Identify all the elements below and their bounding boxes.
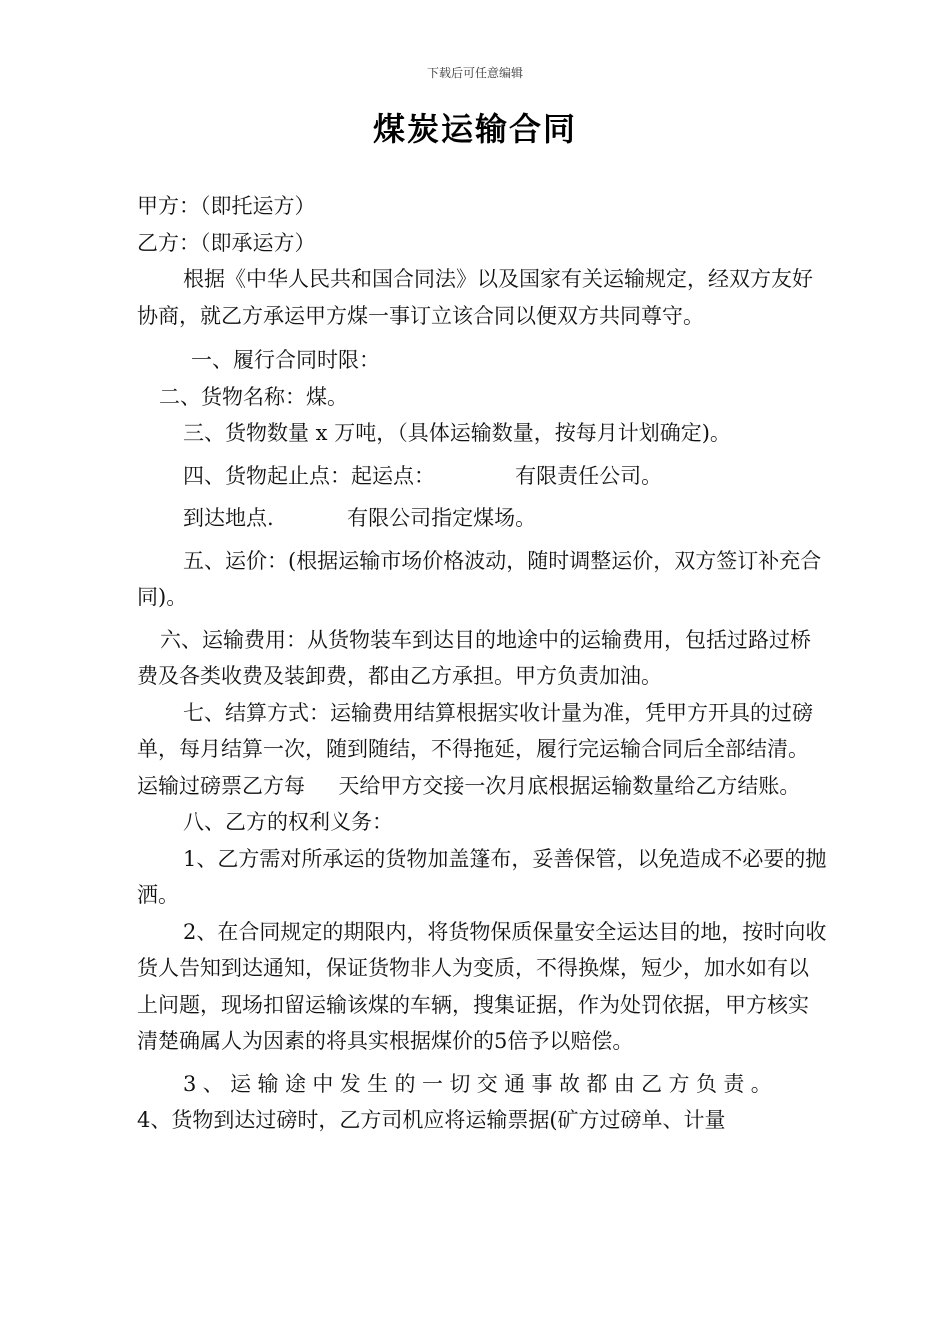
- header-note: 下载后可任意编辑: [426, 66, 523, 80]
- contract-body: [137, 188, 827, 1139]
- clause-2: 二、货物名称：煤。: [159, 384, 348, 409]
- preamble-paragraph: 根据《中华人民共和国合同法》以及国家有关运输规定，经双方友好协商，就乙方承运甲方煤一事订立该合同以便双方共同尊守。: [137, 267, 813, 328]
- clause-4: 四、货物起止点：起运点： 有限责任公司。: [183, 463, 663, 488]
- clause-7: 七、结算方式：运输费用结算根据实收计量为准，凭甲方开具的过磅单，每月结算一次，随到随结，不得拖延，履行完运输合同后全部结清。运输过磅票乙方每 天给甲方交接一次月底根据运输数量给乙方结账。: [137, 700, 813, 798]
- party-b-line: 乙方：（即承运方）: [137, 230, 316, 255]
- clause-8: 八、乙方的权利义务：: [183, 810, 393, 834]
- clause-8-item-4: 4、货物到达过磅时，乙方司机应将运输票据(矿方过磅单、计量: [137, 1108, 726, 1132]
- clause-8-item-3: 3、运输途中发生的一切交通事故都由乙方负责。: [183, 1071, 779, 1096]
- clause-1: 一、履行合同时限：: [191, 348, 380, 372]
- clause-8-item-2: 2、在合同规定的期限内，将货物保质保量安全运达目的地，按时向收货人告知到达通知，保证货物非人为变质，不得换煤，短少，加水如有以上问题，现场扣留运输该煤的车辆，搜集证据，作为处罚依据，甲方核实清楚确属人为因素的将具实根据煤价的5倍予以赔偿。: [137, 919, 827, 1053]
- party-a-line: 甲方：（即托运方）: [137, 194, 316, 218]
- clause-6: 六、运输费用：从货物装车到达目的地途中的运输费用，包括过路过桥费及各类收费及装卸费，都由乙方承担。甲方负责加油。: [137, 627, 811, 688]
- clause-3: 三、货物数量 x 万吨，（具体运输数量，按每月计划确定)。: [183, 421, 731, 445]
- document-title: 煤炭运输合同: [372, 110, 577, 148]
- clause-8-item-1: 1、乙方需对所承运的货物加盖篷布，妥善保管，以免造成不必要的抛洒。: [137, 846, 827, 907]
- clause-5: 五、运价：(根据运输市场价格波动，随时调整运价，双方签订补充合同)。: [137, 548, 822, 609]
- clause-4-destination: 到达地点. 有限公司指定煤场。: [183, 506, 537, 530]
